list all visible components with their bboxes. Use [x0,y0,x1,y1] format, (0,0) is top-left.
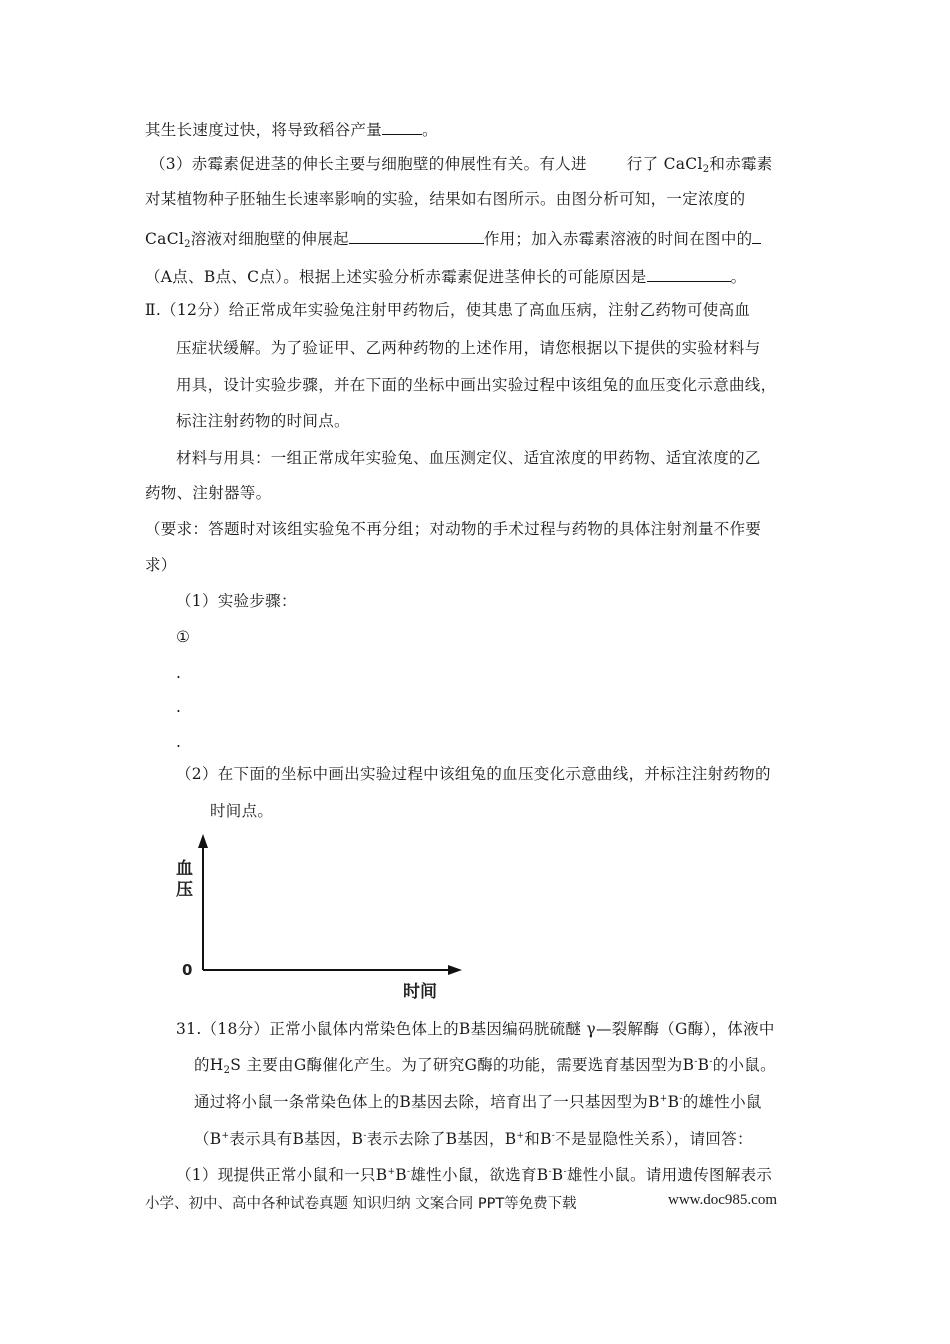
q2-line-1: （2）在下面的坐标中画出实验过程中该组兔的血压变化示意曲线，并标注注射药物的 [176,765,771,783]
y-axis-label-2: 压 [176,880,193,900]
q31-line-5: （1）现提供正常小鼠和一只B+B-雄性小鼠，欲选育B-B-雄性小鼠。请用遗传图解表示 [176,1166,773,1184]
step-placeholder-dot: . [176,698,182,716]
part2-line-2: 压症状缓解。为了验证甲、乙两种药物的上述作用，请您根据以下提供的实验材料与 [176,339,761,357]
materials-line-1: 材料与用具：一组正常成年实验兔、血压测定仪、适宜浓度的甲药物、适宜浓度的乙 [176,449,761,467]
step-placeholder-dot: . [176,733,182,751]
requirement-line-1: （要求：答题时对该组实验兔不再分组；对动物的手术过程与药物的具体注射剂量不作要 [145,520,762,538]
requirement-line-2: 求） [145,556,177,574]
x-axis-label: 时间 [403,982,437,1002]
q31-line-1: 31.（18分）正常小鼠体内常染色体上的B基因编码胱硫醚 γ—裂解酶（G酶），体液中 [176,1020,775,1038]
footer-promo-text: 小学、初中、高中各种试卷真题 知识归纳 文案合同 PPT等免费下载 [145,1196,577,1212]
steps-title: （1）实验步骤： [176,592,297,610]
q2-line-2: 时间点。 [210,802,274,820]
x-axis-arrow-icon [448,965,462,975]
blood-pressure-graph [170,830,470,1000]
q30-line-2: （3）赤霉素促进茎的伸长主要与细胞壁的伸展性有关。有人进 行了 CaCl$_2$和赤霉素 [150,155,773,175]
answer-blank [349,228,484,244]
part2-line-1: Ⅱ.（12分）给正常成年实验兔注射甲药物后，使其患了高血压病，注射乙药物可使高血 [145,301,751,319]
part2-line-4: 标注注射药物的时间点。 [176,412,350,430]
step-placeholder-dot: . [176,664,182,682]
step-1: ① [176,628,191,646]
y-axis-label-1: 血 [176,859,193,879]
part2-line-3: 用具，设计实验步骤，并在下面的坐标中画出实验过程中该组兔的血压变化示意曲线， [176,376,777,394]
answer-blank [647,266,731,282]
q31-line-2: 的$H_2S$ 主要由G酶催化产生。为了研究G酶的功能，需要选育基因型为B-B-的小鼠。 [194,1056,776,1076]
answer-blank [382,119,422,135]
graph-axes [170,830,470,1000]
y-axis-arrow-icon [198,834,208,848]
q31-line-3: 通过将小鼠一条常染色体上的B基因去除，培育出了一只基因型为B+B-的雄性小鼠 [194,1093,762,1111]
origin-label: 0 [182,961,193,979]
q30-line-4: CaCl$_2$溶液对细胞壁的伸展起 作用；加入赤霉素溶液的时间在图中的 [145,228,761,249]
q30-line-1: 其生长速度过快，将导致稻谷产量 。 [145,121,438,139]
answer-blank [752,228,761,244]
q30-line-5: （A点、B点、C点）。根据上述实验分析赤霉素促进茎伸长的可能原因是 。 [145,268,747,286]
footer-website[interactable]: www.doc985.com [668,1192,778,1208]
q30-line-3: 对某植物种子胚轴生长速率影响的实验，结果如右图所示。由图分析可知，一定浓度的 [145,190,746,208]
q31-line-4: （B+表示具有B基因，B-表示去除了B基因，B+和B-不是显隐性关系），请回答： [194,1130,753,1148]
materials-line-2: 药物、注射器等。 [145,484,272,502]
